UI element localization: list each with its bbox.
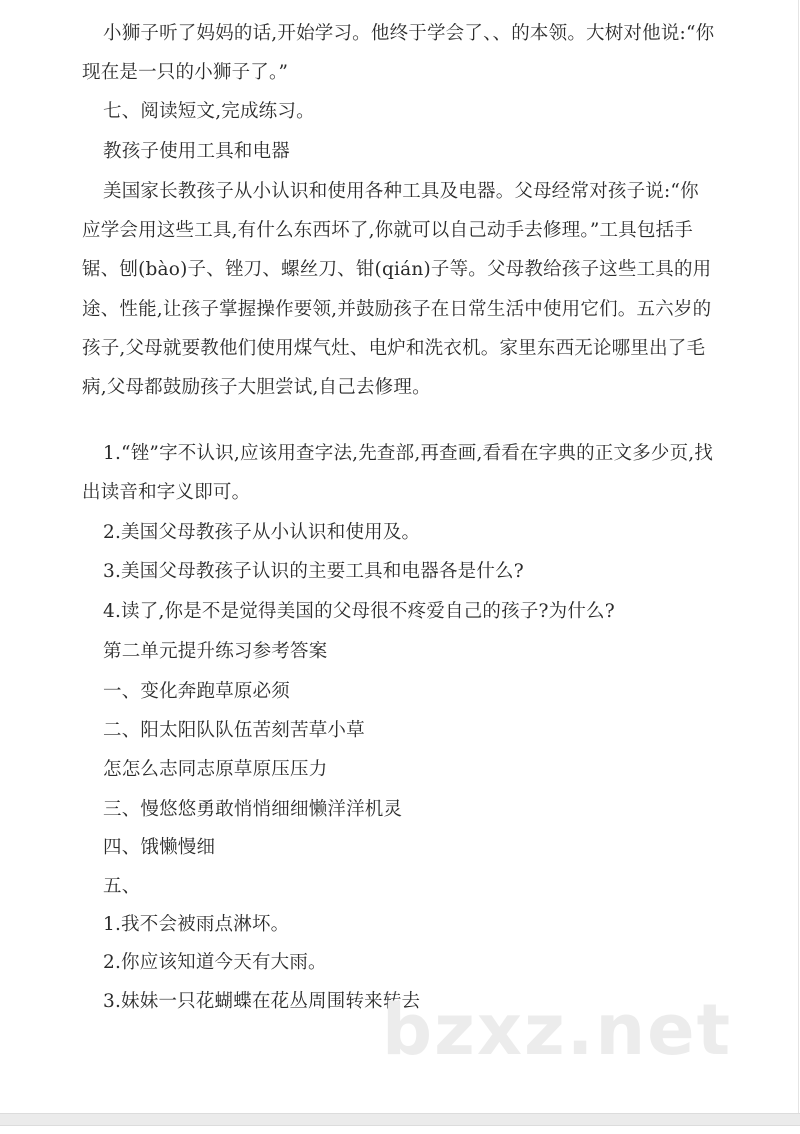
text-line: 七、阅读短文,完成练习。 [103,101,315,122]
text-line: 途、性能,让孩子掌握操作要领,并鼓励孩子在日常生活中使用它们。五六岁的 [82,299,712,320]
text-line: 怎怎么志同志原草原压压力 [103,759,328,780]
text-line: 4.读了,你是不是觉得美国的父母很不疼爱自己的孩子?为什么? [103,601,615,622]
watermark: bzxz.net [382,989,733,1071]
text-line: 二、阳太阳队队伍苦刻苦草小草 [103,720,365,741]
text-line: 孩子,父母就要教他们使用煤气灶、电炉和洗衣机。家里东西无论哪里出了毛 [82,338,706,359]
text-line: 3.妹妹一只花蝴蝶在花丛周围转来转去 [103,991,421,1012]
text-line: 第二单元提升练习参考答案 [103,641,328,662]
text-line: 美国家长教孩子从小认识和使用各种工具及电器。父母经常对孩子说:“你 [103,181,699,202]
text-line: 四、饿懒慢细 [103,837,216,858]
text-line: 2.美国父母教孩子从小认识和使用及。 [103,522,421,543]
text-line: 小狮子听了妈妈的话,开始学习。他终于学会了、、的本领。大树对他说:“你 [103,23,715,44]
text-line: 五、 [103,876,141,897]
text-line: 1.“锉”字不认识,应该用查字法,先查部,再查画,看看在字典的正文多少页,找 [103,443,714,464]
text-line: 一、变化奔跑草原必须 [103,681,291,702]
text-line: 应学会用这些工具,有什么东西坏了,你就可以自己动手去修理。”工具包括手 [82,220,693,241]
text-line: 三、慢悠悠勇敢悄悄细细懒洋洋机灵 [103,799,403,820]
page-separator [0,1113,800,1126]
text-line: 锯、刨(bào)子、锉刀、螺丝刀、钳(qián)子等。父母教给孩子这些工具的用 [82,259,712,280]
text-line: 1.我不会被雨点淋坏。 [103,914,290,935]
text-line: 现在是一只的小狮子了。” [82,62,289,83]
text-line: 病,父母都鼓励孩子大胆尝试,自己去修理。 [82,377,431,398]
text-line: 出读音和字义即可。 [82,482,251,503]
text-line: 教孩子使用工具和电器 [103,141,291,162]
text-line: 2.你应该知道今天有大雨。 [103,952,327,973]
text-line: 3.美国父母教孩子认识的主要工具和电器各是什么? [103,561,524,582]
